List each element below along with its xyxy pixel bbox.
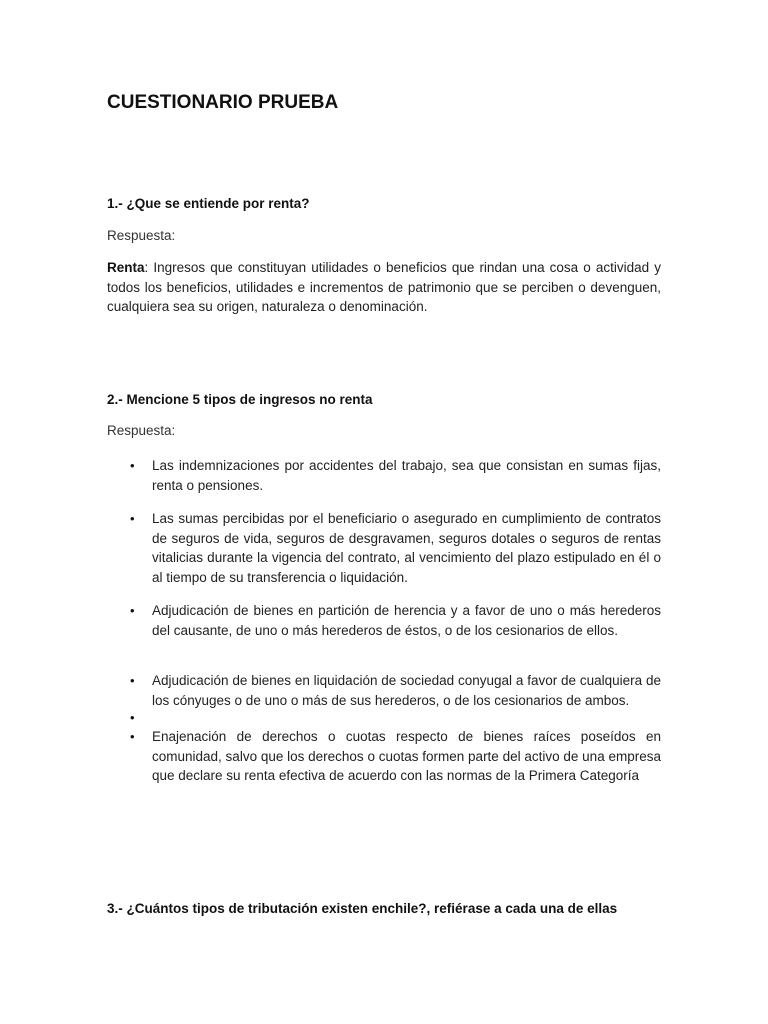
answer-label-2: Respuesta:	[107, 423, 176, 438]
list-item-text: Las indemnizaciones por accidentes del trabajo, sea que consistan en sumas fijas, renta o pensiones.	[152, 458, 661, 493]
list-item	[130, 671, 661, 710]
answer-1-paragraph	[107, 258, 661, 317]
document-title: CUESTIONARIO PRUEBA	[107, 92, 339, 113]
bullet-icon: •	[130, 729, 135, 744]
question-2: 2.- Mencione 5 tipos de ingresos no renta	[107, 392, 373, 407]
bullet-icon: •	[130, 458, 135, 473]
list-item-text: Las sumas percibidas por el beneficiario o asegurado en cumplimiento de contratos de seguros de vida, seguros de desgravamen, seguros dotales o seguros de rentas vitalicias durante la vigencia del contrato, al vencimiento del plazo estipulado en él o al tiempo de su transferencia o liquidación.	[152, 511, 661, 585]
answer-label-1: Respuesta:	[107, 228, 176, 243]
list-item	[130, 456, 661, 495]
bullet-icon: •	[130, 673, 135, 688]
question-1: 1.- ¿Que se entiende por renta?	[107, 196, 310, 211]
list-item-text: Adjudicación de bienes en liquidación de sociedad conyugal a favor de cualquiera de los cónyuges o de uno o más de sus herederos, o de los cesionarios de ambos.	[152, 673, 661, 708]
list-item	[130, 727, 661, 786]
bullet-icon: •	[130, 603, 135, 618]
list-item-text: Adjudicación de bienes en partición de herencia y a favor de uno o más herederos del causante, de uno o más herederos de éstos, o de los cesionarios de ellos.	[152, 603, 661, 638]
question-3: 3.- ¿Cuántos tipos de tributación existen enchile?, refiérase a cada una de ellas	[107, 901, 618, 916]
renta-definition: : Ingresos que constituyan utilidades o beneficios que rindan una cosa o actividad y todos los beneficios, utilidades e incrementos de patrimonio que se perciben o devenguen, cualquiera sea su origen, naturaleza o denominación.	[107, 260, 661, 314]
renta-term: Renta	[107, 260, 145, 275]
bullet-icon: •	[130, 511, 135, 526]
list-item	[130, 509, 661, 587]
list-item	[130, 601, 661, 640]
empty-bullet-icon: •	[130, 710, 135, 725]
list-item-text: Enajenación de derechos o cuotas respecto de bienes raíces poseídos en comunidad, salvo que los derechos o cuotas formen parte del activo de una empresa que declare su renta efectiva de acuerdo con las normas de la Primera Categoría	[152, 729, 661, 783]
